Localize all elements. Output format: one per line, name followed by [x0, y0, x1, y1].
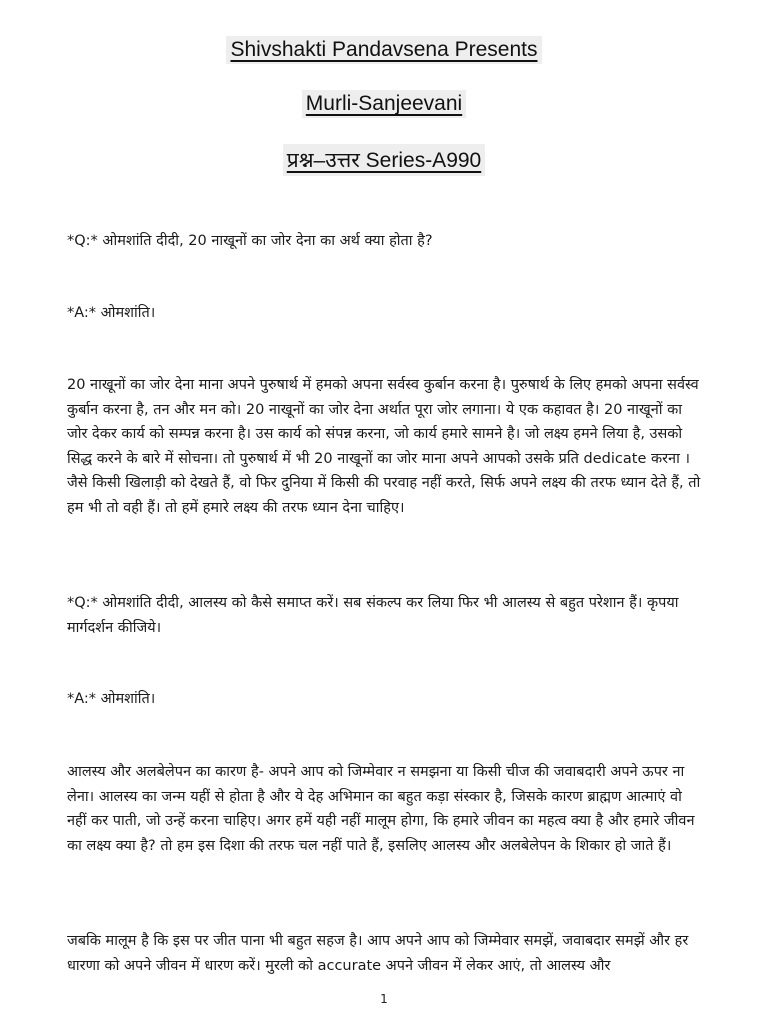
- page-number: 1: [380, 992, 388, 1006]
- answer-2-body-2: जबकि मालूम है कि इस पर जीत पाना भी बहुत सहज है। आप अपने आप को जिम्मेवार समझें, जवाबदार समझें और हर धारणा को अपने जीवन में धारण करें। मुरली को accurate अपने जीवन में लेकर आएं, तो आलस्य और: [67, 933, 689, 974]
- answer-1-label: *A:* ओमशांति।: [67, 305, 156, 321]
- document-subtitle: [0, 90, 768, 118]
- series-text: प्रश्न–उत्तर Series-A990: [283, 144, 485, 176]
- answer-2-body-1: आलस्य और अलबेलेपन का कारण है- अपने आप को जिम्मेवार न समझना या किसी चीज की जवाबदारी अपने ऊपर ना लेना। आलस्य का जन्म यहीं से होता है और ये देह अभिमान का बहुत कड़ा संस्कार है, जिसके कारण ब्राह्मण आत्माएं वो नहीं कर पाती, जो उन्हें करना चाहिए। अगर हमें यही नहीं मालूम होगा, कि हमारे जीवन का महत्व क्या है और हमारे जीवन का लक्ष्य क्या है? तो हम इस दिशा की तरफ चल नहीं पाते हैं, इसलिए आलस्य और अलबेलेपन के शिकार हो जाते हैं।: [67, 764, 695, 854]
- question-1: *Q:* ओमशांति दीदी, 20 नाखूनों का जोर देना का अर्थ क्या होता है?: [67, 233, 433, 249]
- series-title: [0, 144, 768, 176]
- answer-2-label: *A:* ओमशांति।: [67, 691, 156, 707]
- document-title: [0, 36, 768, 64]
- question-2: *Q:* ओमशांति दीदी, आलस्य को कैसे समाप्त करें। सब संकल्प कर लिया फिर भी आलस्य से बहुत परेशान हैं। कृपया मार्गदर्शन कीजिये।: [67, 595, 679, 636]
- answer-1-body: 20 नाखूनों का जोर देना माना अपने पुरुषार्थ में हमको अपना सर्वस्व कुर्बान करना है। पुरुषार्थ के लिए हमको अपना सर्वस्व कुर्बान करना है, तन और मन को। 20 नाखूनों का जोर देना अर्थात पूरा जोर लगाना। ये एक कहावत है। 20 नाखूनों का जोर देकर कार्य को सम्पन्न करना है। उस कार्य को संपन्न करना, जो कार्य हमारे सामने है। जो लक्ष्य हमने लिया है, उसको सिद्ध करने के बारे में सोचना। तो पुरुषार्थ में भी 20 नाखूनों का जोर माना अपने आपको उसके प्रति dedicate करना । जैसे किसी खिलाड़ी को देखते हैं, वो फिर दुनिया में किसी की परवाह नहीं करते, सिर्फ अपने लक्ष्य की तरफ ध्यान देते हैं, तो हम भी तो वही हैं। तो हमें हमारे लक्ष्य की तरफ ध्यान देना चाहिए।: [67, 377, 701, 516]
- subtitle-text: Murli-Sanjeevani: [302, 90, 466, 118]
- title-text: Shivshakti Pandavsena Presents: [226, 36, 541, 64]
